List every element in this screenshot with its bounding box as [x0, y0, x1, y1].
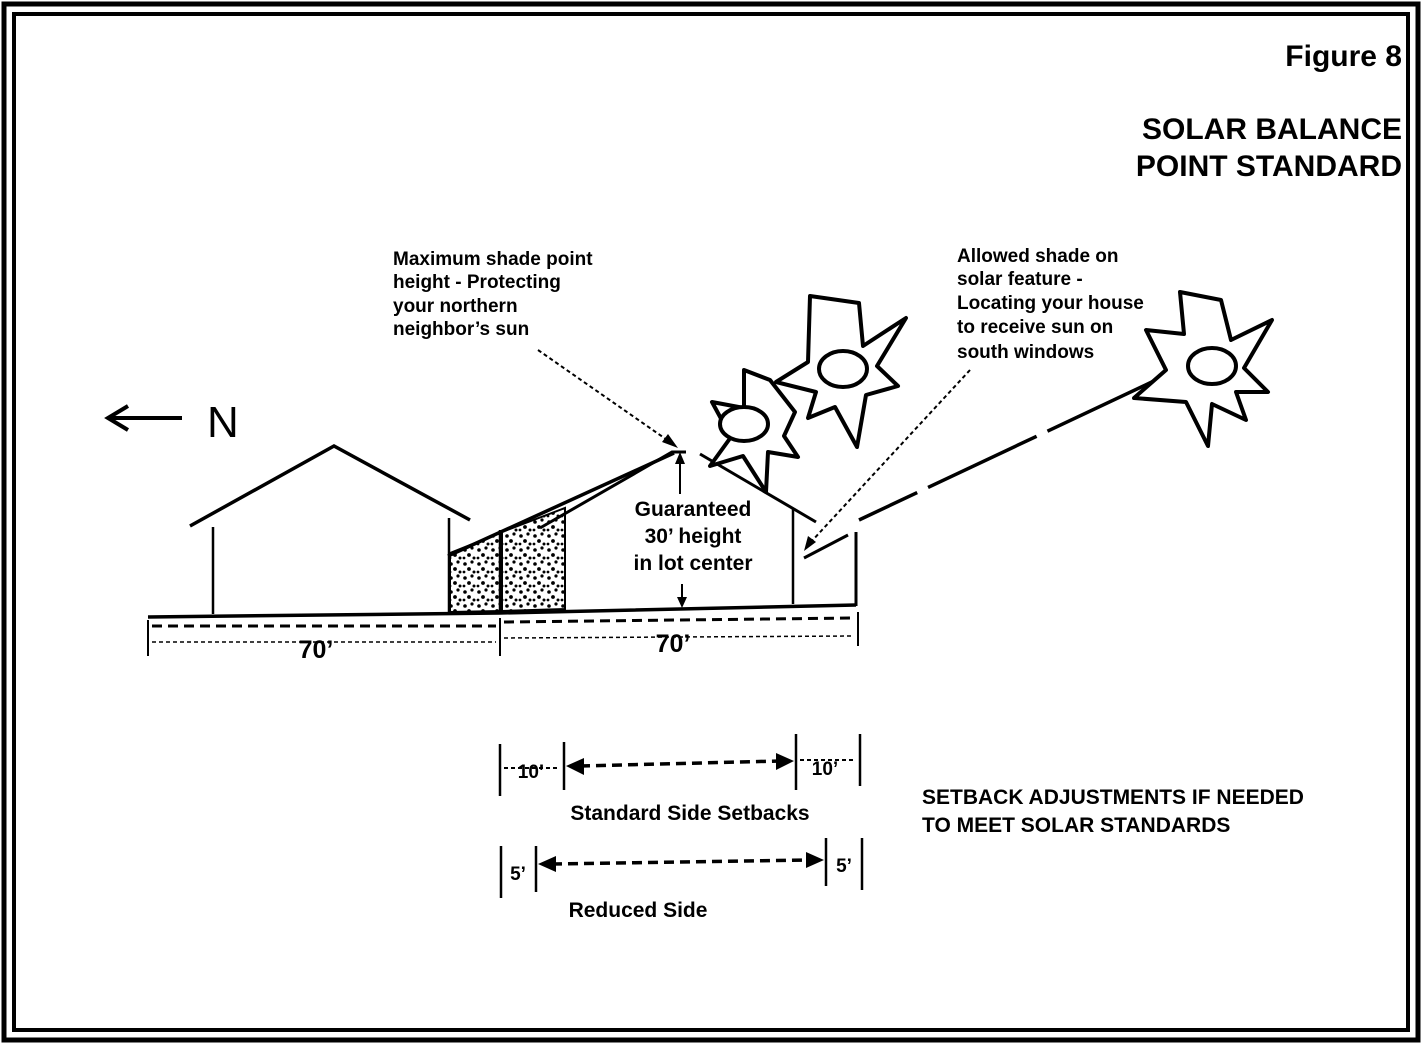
- max-shade-leader: [538, 350, 670, 442]
- red-arrow-right: [806, 852, 824, 868]
- solar-ray: [859, 380, 1156, 520]
- std-setback-left: 10’: [517, 762, 545, 783]
- north-arrow: [108, 398, 239, 447]
- max-shade-line-1: Maximum shade point: [393, 249, 593, 270]
- center-height-line-3: in lot center: [633, 552, 753, 575]
- reduced-setbacks: [501, 838, 862, 922]
- title-line-1: SOLAR BALANCE: [1142, 113, 1402, 146]
- height-arrow-up-head: [675, 452, 685, 464]
- standard-setbacks: [500, 734, 860, 825]
- lot-width-north: 70’: [298, 636, 334, 664]
- red-dim-center: [552, 860, 810, 864]
- adjustment-note-line-1: SETBACK ADJUSTMENTS IF NEEDED: [922, 786, 1304, 809]
- title-line-2: POINT STANDARD: [1135, 150, 1402, 183]
- allowed-shade-line-2: solar feature -: [957, 269, 1083, 290]
- allowed-shade-line-3: Locating your house: [957, 293, 1144, 314]
- allowed-shade-line-4: to receive sun on: [957, 317, 1114, 338]
- northern-house-roof: [190, 446, 470, 526]
- std-dim-center: [580, 761, 780, 766]
- red-setback-left: 5’: [510, 864, 526, 885]
- sun-icon: [710, 370, 798, 492]
- max-shade-line-4: neighbor’s sun: [393, 319, 530, 340]
- northern-house: [190, 446, 470, 614]
- lot-dimension-south: [504, 612, 858, 658]
- dim-line-south-upper: [504, 618, 854, 622]
- red-arrow-left: [538, 856, 556, 872]
- allowed-shade-line-5: south windows: [957, 342, 1095, 363]
- std-setback-caption: Standard Side Setbacks: [570, 802, 810, 825]
- shade-area-south: [502, 508, 565, 611]
- center-height-line-1: Guaranteed: [634, 498, 752, 521]
- max-shade-note: [393, 249, 678, 448]
- center-height-line-2: 30’ height: [644, 525, 742, 548]
- std-arrow-right: [776, 753, 794, 770]
- sun-icon-far: [1134, 292, 1272, 446]
- std-arrow-left: [566, 758, 584, 775]
- max-shade-line-3: your northern: [393, 296, 518, 317]
- lot-width-south: 70’: [655, 630, 691, 658]
- adjustment-note-line-2: TO MEET SOLAR STANDARDS: [922, 814, 1231, 837]
- red-setback-right: 5’: [836, 856, 852, 877]
- figure-label: Figure 8: [1285, 40, 1402, 73]
- north-label: N: [207, 398, 239, 447]
- allowed-shade-leader-arrow: [804, 536, 816, 551]
- red-setback-caption: Reduced Side: [568, 899, 708, 922]
- lot-dimension-north: [148, 618, 500, 664]
- allowed-shade-line-1: Allowed shade on: [957, 246, 1119, 267]
- height-arrow-down-head: [677, 597, 687, 608]
- max-shade-leader-arrow: [662, 434, 678, 448]
- sun-icon-upper: [776, 296, 906, 447]
- std-setback-right: 10’: [811, 759, 839, 780]
- max-shade-line-2: height - Protecting: [393, 272, 561, 293]
